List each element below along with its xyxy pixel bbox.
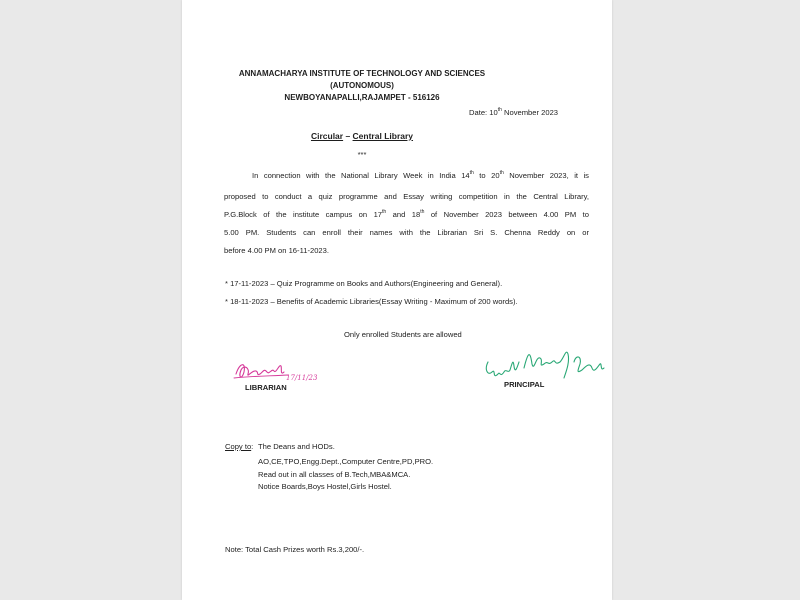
circular-date: Date: 10th November 2023 <box>469 107 559 117</box>
event-item: * 17-11-2023 – Quiz Programme on Books and Authors(Engineering and General). <box>225 279 503 288</box>
copy-to-recipient: The Deans and HODs. <box>258 442 335 451</box>
institute-name: ANNAMACHARYA INSTITUTE OF TECHNOLOGY AND SCIENCES <box>238 69 486 78</box>
enrollment-notice: Only enrolled Students are allowed <box>344 330 462 339</box>
copy-to-label: Copy to: <box>225 442 254 451</box>
librarian-signature-date: 17/11/23 <box>286 374 318 382</box>
body-line-1: In connection with the National Library Week in India 14th to 20th November 2023, it is <box>252 170 589 180</box>
principal-label: PRINCIPAL <box>504 380 545 389</box>
body-line-5: before 4.00 PM on 16-11-2023. <box>224 246 329 255</box>
separator-stars: *** <box>357 150 367 159</box>
body-line-3: P.G.Block of the institute campus on 17th and 18th of November 2023 between 4.00 PM to <box>224 209 589 219</box>
body-line-4: 5.00 PM. Students can enroll their names with the Librarian Sri S. Chenna Reddy on or <box>224 228 589 237</box>
copy-to-recipient: AO,CE,TPO,Engg.Dept.,Computer Centre,PD,PRO. <box>258 457 434 466</box>
institute-address: NEWBOYANAPALLI,RAJAMPET - 516126 <box>284 93 440 102</box>
circular-title: Circular – Central Library <box>310 131 414 141</box>
copy-to-recipient: Notice Boards,Boys Hostel,Girls Hostel. <box>258 482 392 491</box>
principal-signature <box>482 340 607 388</box>
body-line-2: proposed to conduct a quiz programme and Essay writing competition in the Central Library, <box>224 192 589 201</box>
librarian-label: LIBRARIAN <box>245 383 287 392</box>
event-item: * 18-11-2023 – Benefits of Academic Libraries(Essay Writing - Maximum of 200 words). <box>225 297 518 306</box>
circular-page <box>182 0 612 600</box>
autonomous-status: (AUTONOMOUS) <box>330 81 394 90</box>
prize-note: Note: Total Cash Prizes worth Rs.3,200/-. <box>225 545 365 554</box>
copy-to-recipient: Read out in all classes of B.Tech,MBA&MCA. <box>258 470 411 479</box>
